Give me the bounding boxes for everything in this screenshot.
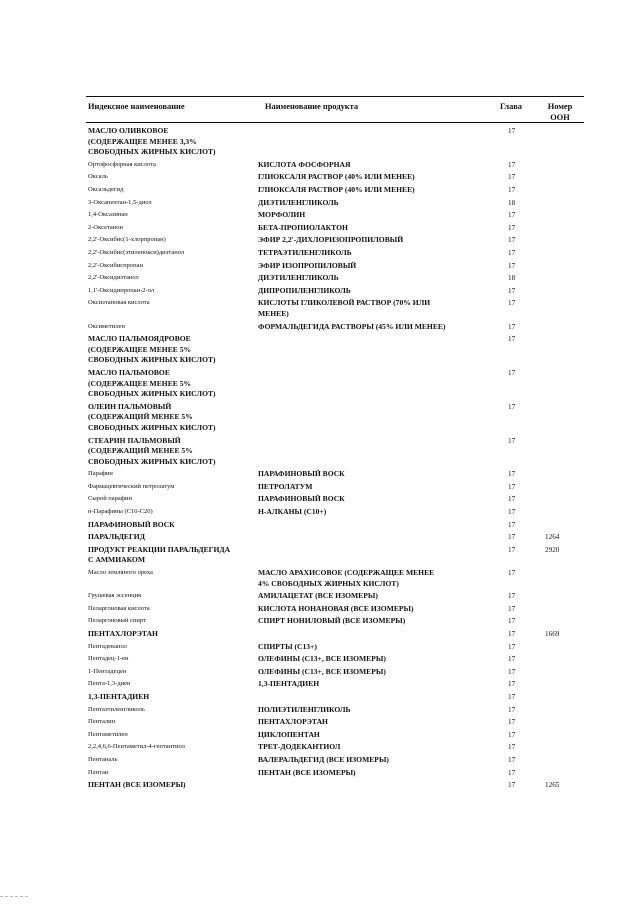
index-name-cell: 2,2'-Оксибис(1-хлорпропан): [88, 236, 166, 244]
table-row: [0, 692, 640, 705]
chapter-cell: 17: [508, 248, 516, 257]
product-name-cell: ПАРАФИНОВЫЙ ВОСК: [258, 469, 345, 479]
chapter-cell: 17: [508, 436, 516, 445]
header-bottom-rule: [86, 122, 584, 123]
chapter-cell: 17: [508, 173, 516, 182]
chapter-cell: 18: [508, 198, 516, 207]
chapter-cell: 17: [508, 508, 516, 517]
index-name-cell: Пеларгоновая кислота: [88, 604, 150, 612]
chapter-cell: 17: [508, 470, 516, 479]
index-name-cell: 2,2,4,6,6-Пентаметил-4-гептантиол: [88, 743, 185, 751]
index-name-cell: Пентан: [88, 768, 109, 776]
index-name-cell: Пеларгоновый спирт: [88, 617, 146, 625]
index-name-cell: ПАРАФИНОВЫЙ ВОСК: [88, 519, 175, 529]
product-name-cell: ОЛЕФИНЫ (С13+, ВСЕ ИЗОМЕРЫ): [258, 654, 386, 664]
chapter-cell: 17: [508, 667, 516, 676]
index-name-cell: Масло земляного ореха: [88, 569, 153, 577]
chapter-cell: 17: [508, 211, 516, 220]
un-number-cell: 1264: [545, 533, 560, 542]
index-name-cell: 3-Оксапентан-1,5-диол: [88, 198, 152, 206]
un-number-cell: 1669: [545, 630, 560, 639]
table-row: [0, 322, 640, 335]
product-name-cell: ДИПРОПИЛЕНГЛИКОЛЬ: [258, 285, 351, 295]
index-name-cell: Оксальдегид: [88, 185, 124, 193]
table-row: [0, 482, 640, 495]
table-row: [0, 742, 640, 755]
table-row: [0, 286, 640, 299]
table-row: [0, 705, 640, 718]
table-row: [0, 248, 640, 261]
chapter-cell: 17: [508, 482, 516, 491]
chapter-cell: 17: [508, 743, 516, 752]
chapter-cell: 17: [508, 781, 516, 790]
index-name-cell: 1,4-Оксазинан: [88, 211, 128, 219]
product-name-cell: Н-АЛКАНЫ (С10+): [258, 507, 327, 517]
index-name-cell: МАСЛО ПАЛЬМОЯДРОВОЕ (СОДЕРЖАЩЕЕ МЕНЕЕ 5% СВОБОДНЫХ ЖИРНЫХ КИСЛОТ): [88, 334, 216, 365]
product-name-cell: СПИРТ НОНИЛОВЫЙ (ВСЕ ИЗОМЕРЫ): [258, 616, 406, 626]
product-name-cell: ТЕТРАЭТИЛЕНГЛИКОЛЬ: [258, 247, 352, 257]
index-name-cell: МАСЛО ОЛИВКОВОЕ (СОДЕРЖАЩЕЕ МЕНЕЕ 3,3% СВОБОДНЫХ ЖИРНЫХ КИСЛОТ): [88, 126, 216, 157]
table-body: [0, 126, 640, 793]
table-row: [0, 210, 640, 223]
index-name-cell: Грушевая эссенция: [88, 592, 142, 600]
table-row: [0, 185, 640, 198]
chapter-cell: 17: [508, 642, 516, 651]
table-row: [0, 469, 640, 482]
chapter-cell: 17: [508, 718, 516, 727]
un-number-cell: 2920: [545, 545, 560, 554]
product-name-cell: ПЕТРОЛАТУМ: [258, 481, 313, 491]
chapter-cell: 17: [508, 368, 516, 377]
table-row: [0, 667, 640, 680]
chapter-cell: 17: [508, 768, 516, 777]
table-row: [0, 768, 640, 781]
table-row: [0, 494, 640, 507]
table-row: [0, 160, 640, 173]
chapter-cell: 17: [508, 692, 516, 701]
product-name-cell: МАСЛО АРАХИСОВОЕ (СОДЕРЖАЩЕЕ МЕНЕЕ 4% СВОБОДНЫХ ЖИРНЫХ КИСЛОТ): [258, 568, 435, 588]
chapter-cell: 17: [508, 655, 516, 664]
index-name-cell: Пентаметилен: [88, 730, 128, 738]
index-name-cell: 2,2'-Оксидиэтанол: [88, 274, 139, 282]
un-number-cell: 1265: [545, 781, 560, 790]
chapter-cell: 17: [508, 223, 516, 232]
index-name-cell: ПРОДУКТ РЕАКЦИИ ПАРАЛЬДЕГИДА С АММИАКОМ: [88, 544, 231, 565]
chapter-cell: 17: [508, 705, 516, 714]
index-name-cell: Парафин: [88, 470, 113, 478]
product-name-cell: КИСЛОТЫ ГЛИКОЛЕВОЙ РАСТВОР (70% ИЛИ МЕНЕЕ): [258, 298, 431, 318]
index-name-cell: 2-Оксетанон: [88, 223, 123, 231]
product-name-cell: 1,3-ПЕНТАДИЕН: [258, 679, 320, 689]
chapter-cell: 17: [508, 402, 516, 411]
chapter-cell: 17: [508, 592, 516, 601]
chapter-cell: 17: [508, 286, 516, 295]
chapter-cell: 17: [508, 261, 516, 270]
table-row: [0, 198, 640, 211]
index-name-cell: Сырой парафин: [88, 495, 132, 503]
table-row: [0, 298, 640, 321]
table-row: [0, 402, 640, 436]
product-name-cell: ДИЭТИЛЕНГЛИКОЛЬ: [258, 273, 339, 283]
index-name-cell: ПЕНТАХЛОРЭТАН: [88, 629, 158, 639]
table-row: [0, 273, 640, 286]
header-product-name: Наименование продукта: [265, 102, 359, 111]
index-name-cell: Пентаэтиленгликоль: [88, 705, 145, 713]
table-row: [0, 235, 640, 248]
chapter-cell: 17: [508, 545, 516, 554]
index-name-cell: СТЕАРИН ПАЛЬМОВЫЙ (СОДЕРЖАЩИЙ МЕНЕЕ 5% СВОБОДНЫХ ЖИРНЫХ КИСЛОТ): [88, 435, 216, 466]
table-top-rule: [86, 96, 584, 97]
product-name-cell: ОЛЕФИНЫ (С13+, ВСЕ ИЗОМЕРЫ): [258, 666, 386, 676]
chapter-cell: 17: [508, 160, 516, 169]
table-row: [0, 717, 640, 730]
index-name-cell: Пентаналь: [88, 755, 118, 763]
header-chapter: Глава: [500, 102, 522, 111]
index-name-cell: Пенталин: [88, 718, 116, 726]
table-row: [0, 261, 640, 274]
product-name-cell: ПЕНТАН (ВСЕ ИЗОМЕРЫ): [258, 767, 356, 777]
table-row: [0, 368, 640, 402]
product-name-cell: ФОРМАЛЬДЕГИДА РАСТВОРЫ (45% ИЛИ МЕНЕЕ): [258, 321, 446, 331]
index-name-cell: Оксиметилен: [88, 322, 125, 330]
chapter-cell: 17: [508, 185, 516, 194]
index-name-cell: Пентадец-1-ен: [88, 655, 129, 663]
product-name-cell: ДИЭТИЛЕНГЛИКОЛЬ: [258, 197, 339, 207]
chapter-cell: 17: [508, 569, 516, 578]
chapter-cell: 17: [508, 299, 516, 308]
chapter-cell: 17: [508, 322, 516, 331]
table-row: [0, 654, 640, 667]
table-row: [0, 223, 640, 236]
index-name-cell: Пентадеканол: [88, 642, 127, 650]
index-name-cell: Оксаль: [88, 173, 108, 181]
chapter-cell: 17: [508, 730, 516, 739]
table-row: [0, 436, 640, 470]
table-row: [0, 591, 640, 604]
index-name-cell: 1,1'-Оксидипропан-2-ол: [88, 286, 155, 294]
product-name-cell: ВАЛЕРАЛЬДЕГИД (ВСЕ ИЗОМЕРЫ): [258, 754, 389, 764]
product-name-cell: ПОЛИЭТИЛЕНГЛИКОЛЬ: [258, 704, 351, 714]
product-name-cell: ГЛИОКСАЛЯ РАСТВОР (40% ИЛИ МЕНЕЕ): [258, 184, 415, 194]
chapter-cell: 17: [508, 630, 516, 639]
page-edge-mark: [0, 896, 28, 897]
index-name-cell: ПАРАЛЬДЕГИД: [88, 532, 145, 542]
chapter-cell: 17: [508, 127, 516, 135]
table-row: [0, 780, 640, 793]
table-row: [0, 172, 640, 185]
index-name-cell: Фармацевтический петролатум: [88, 482, 175, 490]
header-un-number: Номер ООН: [547, 102, 573, 122]
table-row: [0, 334, 640, 368]
table-row: [0, 604, 640, 617]
product-name-cell: КИСЛОТА ФОСФОРНАЯ: [258, 159, 351, 169]
chapter-cell: 17: [508, 495, 516, 504]
chapter-cell: 17: [508, 533, 516, 542]
table-row: [0, 679, 640, 692]
index-name-cell: н-Парафины (С10-С20): [88, 508, 153, 516]
product-name-cell: МОРФОЛИН: [258, 210, 306, 220]
chapter-cell: 17: [508, 604, 516, 613]
index-name-cell: Ортофосфорная кислота: [88, 160, 156, 168]
index-name-cell: 2,2'-Оксибис(этиленокси)диэтанол: [88, 248, 185, 256]
index-name-cell: 2,2'-Оксибиспропан: [88, 261, 144, 269]
table-row: [0, 507, 640, 520]
table-row: [0, 616, 640, 629]
index-name-cell: Пента-1,3-диен: [88, 680, 131, 688]
header-index-name: Индексное наименование: [88, 102, 185, 111]
product-name-cell: СПИРТЫ (С13+): [258, 641, 317, 651]
table-row: [0, 755, 640, 768]
product-name-cell: ПЕНТАХЛОРЭТАН: [258, 717, 328, 727]
product-name-cell: ЭФИР ИЗОПРОПИЛОВЫЙ: [258, 260, 357, 270]
table-row: [0, 520, 640, 533]
chapter-cell: 17: [508, 617, 516, 626]
product-name-cell: АМИЛАЦЕТАТ (ВСЕ ИЗОМЕРЫ): [258, 591, 378, 601]
chapter-cell: 17: [508, 755, 516, 764]
chapter-cell: 18: [508, 274, 516, 283]
chapter-cell: 17: [508, 335, 516, 344]
product-name-cell: КИСЛОТА НОНАНОВАЯ (ВСЕ ИЗОМЕРЫ): [258, 603, 414, 613]
chapter-cell: 17: [508, 680, 516, 689]
product-name-cell: ПАРАФИНОВЫЙ ВОСК: [258, 494, 345, 504]
index-name-cell: ОЛЕИН ПАЛЬМОВЫЙ (СОДЕРЖАЩИЙ МЕНЕЕ 5% СВОБОДНЫХ ЖИРНЫХ КИСЛОТ): [88, 401, 216, 432]
table-row: [0, 730, 640, 743]
table-row: [0, 545, 640, 568]
index-name-cell: МАСЛО ПАЛЬМОВОЕ (СОДЕРЖАЩЕЕ МЕНЕЕ 5% СВОБОДНЫХ ЖИРНЫХ КИСЛОТ): [88, 367, 216, 399]
index-name-cell: ПЕНТАН (ВСЕ ИЗОМЕРЫ): [88, 780, 186, 790]
product-name-cell: ЭФИР 2,2'-ДИХЛОРИЗОПРОПИЛОВЫЙ: [258, 235, 404, 245]
product-name-cell: ГЛИОКСАЛЯ РАСТВОР (40% ИЛИ МЕНЕЕ): [258, 172, 415, 182]
chapter-cell: 17: [508, 520, 516, 529]
index-name-cell: 1-Пентадецен: [88, 667, 127, 675]
table-row: [0, 642, 640, 655]
product-name-cell: БЕТА-ПРОПИОЛАКТОН: [258, 222, 348, 232]
index-name-cell: 1,3-ПЕНТАДИЕН: [88, 691, 150, 701]
product-name-cell: ЦИКЛОПЕНТАН: [258, 729, 320, 739]
table-row: [0, 568, 640, 591]
table-row: [0, 532, 640, 545]
chapter-cell: 17: [508, 236, 516, 245]
index-name-cell: Оксиэтановая кислота: [88, 299, 150, 307]
table-row: [0, 126, 640, 160]
product-name-cell: ТРЕТ-ДОДЕКАНТИОЛ: [258, 742, 341, 752]
table-row: [0, 629, 640, 642]
